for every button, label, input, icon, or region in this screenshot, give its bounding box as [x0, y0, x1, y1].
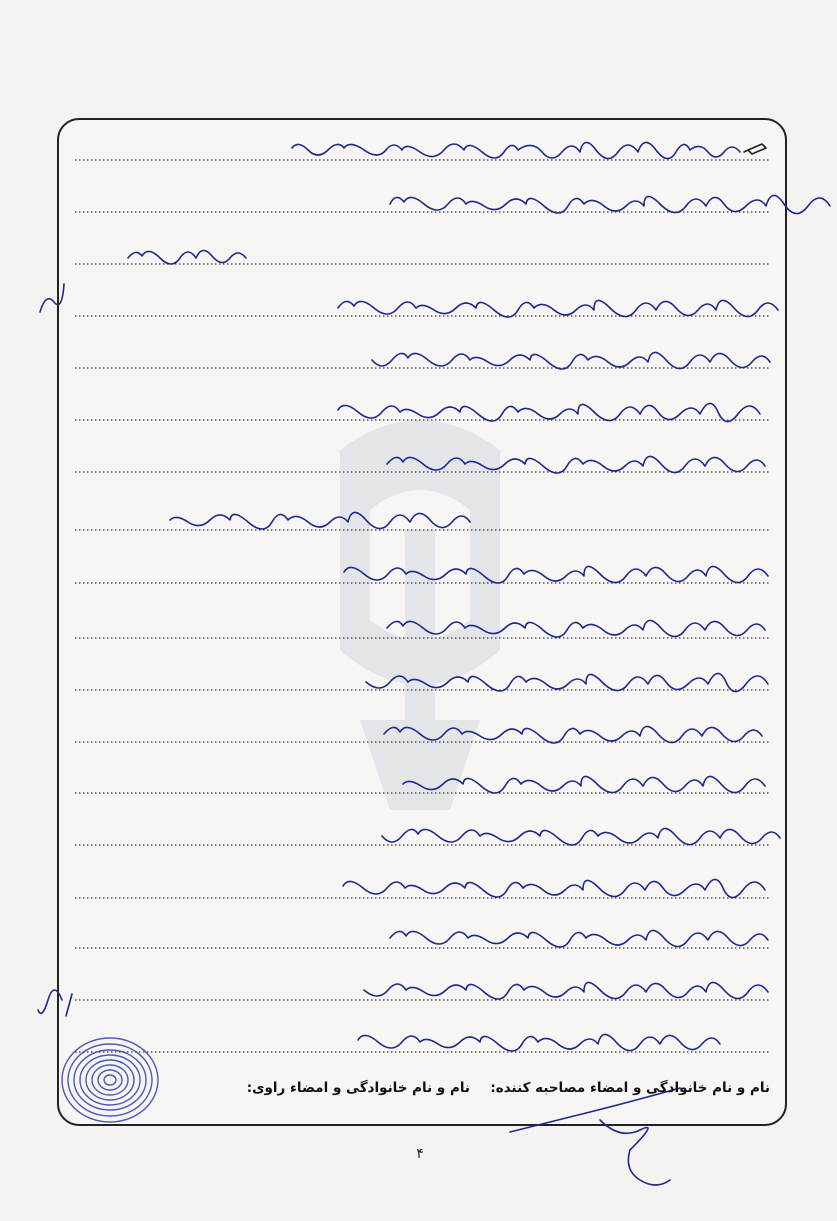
narrator-signature-label: نام و نام خانوادگی و امضاء راوی: [246, 1080, 470, 1096]
pen-icon [744, 144, 766, 154]
page-number: ۴ [416, 1146, 424, 1162]
signature-footer [150, 1080, 770, 1108]
interviewer-signature-label: نام و نام خانوادگی و امضاء مصاحبه کننده: [490, 1080, 770, 1096]
fingerprint-mark [55, 1030, 165, 1130]
